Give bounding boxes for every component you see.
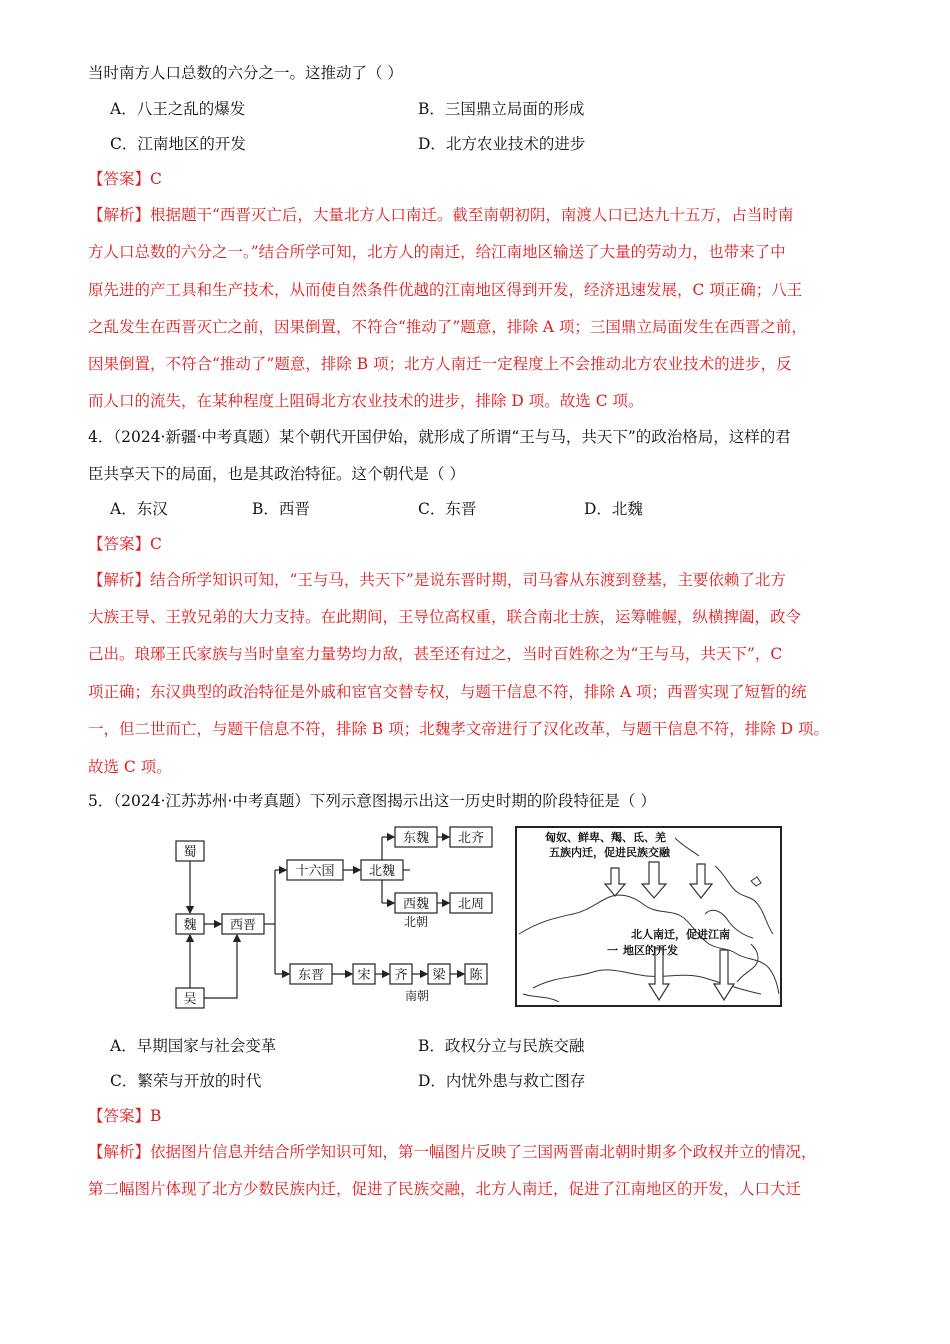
q3-analysis-line: 而人口的流失，在某种程度上阻碍北方农业技术的进步，排除 D 项。故选 C 项。: [88, 392, 644, 410]
q3-option-d: D．北方农业技术的进步: [418, 135, 586, 153]
q3-option-a: A．八王之乱的爆发: [110, 100, 246, 118]
label-beiqi: 北齐: [457, 831, 485, 846]
q4-answer: 【答案】C: [88, 535, 162, 553]
question-stem-continuation: 当时南方人口总数的六分之一。这推动了（ ）: [88, 64, 403, 82]
dynasty-flow-diagram: [165, 825, 505, 1015]
q3-analysis-line: 原先进的产工具和生产技术，从而使自然条件优越的江南地区得到开发，经济迅速发展，C 项正确；八王: [88, 281, 803, 299]
q4-analysis-line: 一，但二世而亡，与题干信息不符，排除 B 项；北魏孝文帝进行了汉化改革，与题干信息不符，排除 D 项。: [88, 720, 830, 738]
q4-option-d: D．北魏: [584, 500, 643, 518]
label-nanchao: 南朝: [404, 989, 430, 1003]
q4-analysis-line: 己出。琅琊王氏家族与当时皇室力量势均力敌，甚至还有过之，当时百姓称之为“王与马，共天下”，C: [88, 645, 783, 663]
label-liang: 梁: [432, 968, 446, 983]
label-wei: 魏: [183, 918, 197, 933]
map-label-south-line2: 地区的开发: [623, 944, 678, 957]
label-dongjin: 东晋: [297, 968, 325, 983]
label-shu: 蜀: [183, 845, 197, 860]
label-song: 宋: [357, 968, 371, 983]
q5-analysis-line: 第二幅图片体现了北方少数民族内迁，促进了民族交融，北方人南迁，促进了江南地区的开发，人口大迁: [88, 1180, 802, 1198]
migration-map: [515, 826, 783, 1008]
label-xijin: 西晋: [229, 918, 257, 933]
q4-stem-line: 臣共享天下的局面，也是其政治特征。这个朝代是（ ）: [88, 465, 465, 483]
label-chen: 陈: [469, 968, 483, 983]
map-dash: 一: [607, 944, 618, 957]
q3-analysis-line: 因果倒置，不符合“推动了”题意，排除 B 项；北方人南迁一定程度上不会推动北方农业技术的进步，反: [88, 355, 792, 373]
q3-answer: 【答案】C: [88, 170, 162, 188]
q4-stem-line: 4．（2024·新疆·中考真题）某个朝代开国伊始，就形成了所谓“王与马，共天下”的政治格局，这样的君: [88, 428, 791, 446]
q4-option-b: B．西晋: [252, 500, 310, 518]
q5-option-c: C．繁荣与开放的时代: [110, 1072, 262, 1090]
q3-option-b: B．三国鼎立局面的形成: [418, 100, 585, 118]
q3-analysis-line: 之乱发生在西晋灭亡之前，因果倒置，不符合“推动了”题意，排除 A 项；三国鼎立局面发生在西晋之前，: [88, 318, 807, 336]
q5-option-d: D．内忧外患与救亡图存: [418, 1072, 586, 1090]
q3-analysis-line: 【解析】根据题干“西晋灭亡后，大量北方人口南迁。截至南朝初阴，南渡人口已达九十五万，占当时南: [88, 206, 794, 224]
q4-analysis-line: 大族王导、王敦兄弟的大力支持。在此期间，王导位高权重，联合南北士族，运筹帷幄，纵横捭阖，政令: [88, 608, 802, 626]
label-xiwei: 西魏: [402, 897, 430, 912]
label-shiliuguo: 十六国: [295, 864, 335, 879]
label-dongwei: 东魏: [402, 831, 430, 846]
label-beichao: 北朝: [403, 915, 429, 929]
label-qi: 齐: [394, 968, 408, 983]
q4-option-c: C．东晋: [418, 500, 477, 518]
q5-analysis-line: 【解析】依据图片信息并结合所学知识可知，第一幅图片反映了三国两晋南北朝时期多个政权并立的情况，: [88, 1143, 817, 1161]
q5-answer: 【答案】B: [88, 1107, 162, 1125]
label-beizhou: 北周: [457, 897, 485, 912]
q4-analysis-line: 项正确；东汉典型的政治特征是外戚和宦官交替专权，与题干信息不符，排除 A 项；西晋实现了短暂的统: [88, 683, 807, 701]
label-beiwei: 北魏: [368, 864, 396, 879]
map-label-ethnic-line1: 匈奴、鲜卑、羯、氐、羌: [545, 831, 666, 844]
q5-stem: 5．（2024·江苏苏州·中考真题）下列示意图揭示出这一历史时期的阶段特征是（ ）: [88, 792, 656, 810]
map-label-ethnic-line2: 五族内迁，促进民族交融: [549, 846, 670, 859]
q4-analysis-line: 【解析】结合所学知识可知，“王与马，共天下”是说东晋时期，司马睿从东渡到登基，主要依赖了北方: [88, 571, 786, 589]
q5-option-b: B．政权分立与民族交融: [418, 1037, 585, 1055]
q3-option-c: C．江南地区的开发: [110, 135, 246, 153]
map-label-south-line1: 北人南迁，促进江南: [631, 928, 730, 941]
q5-option-a: A．早期国家与社会变革: [110, 1037, 277, 1055]
label-wu: 吴: [183, 992, 197, 1007]
q4-analysis-line: 故选 C 项。: [88, 758, 172, 776]
q4-option-a: A．东汉: [110, 500, 168, 518]
q3-analysis-line: 方人口总数的六分之一。”结合所学可知，北方人的南迁，给江南地区输送了大量的劳动力，也带来了中: [88, 243, 786, 261]
